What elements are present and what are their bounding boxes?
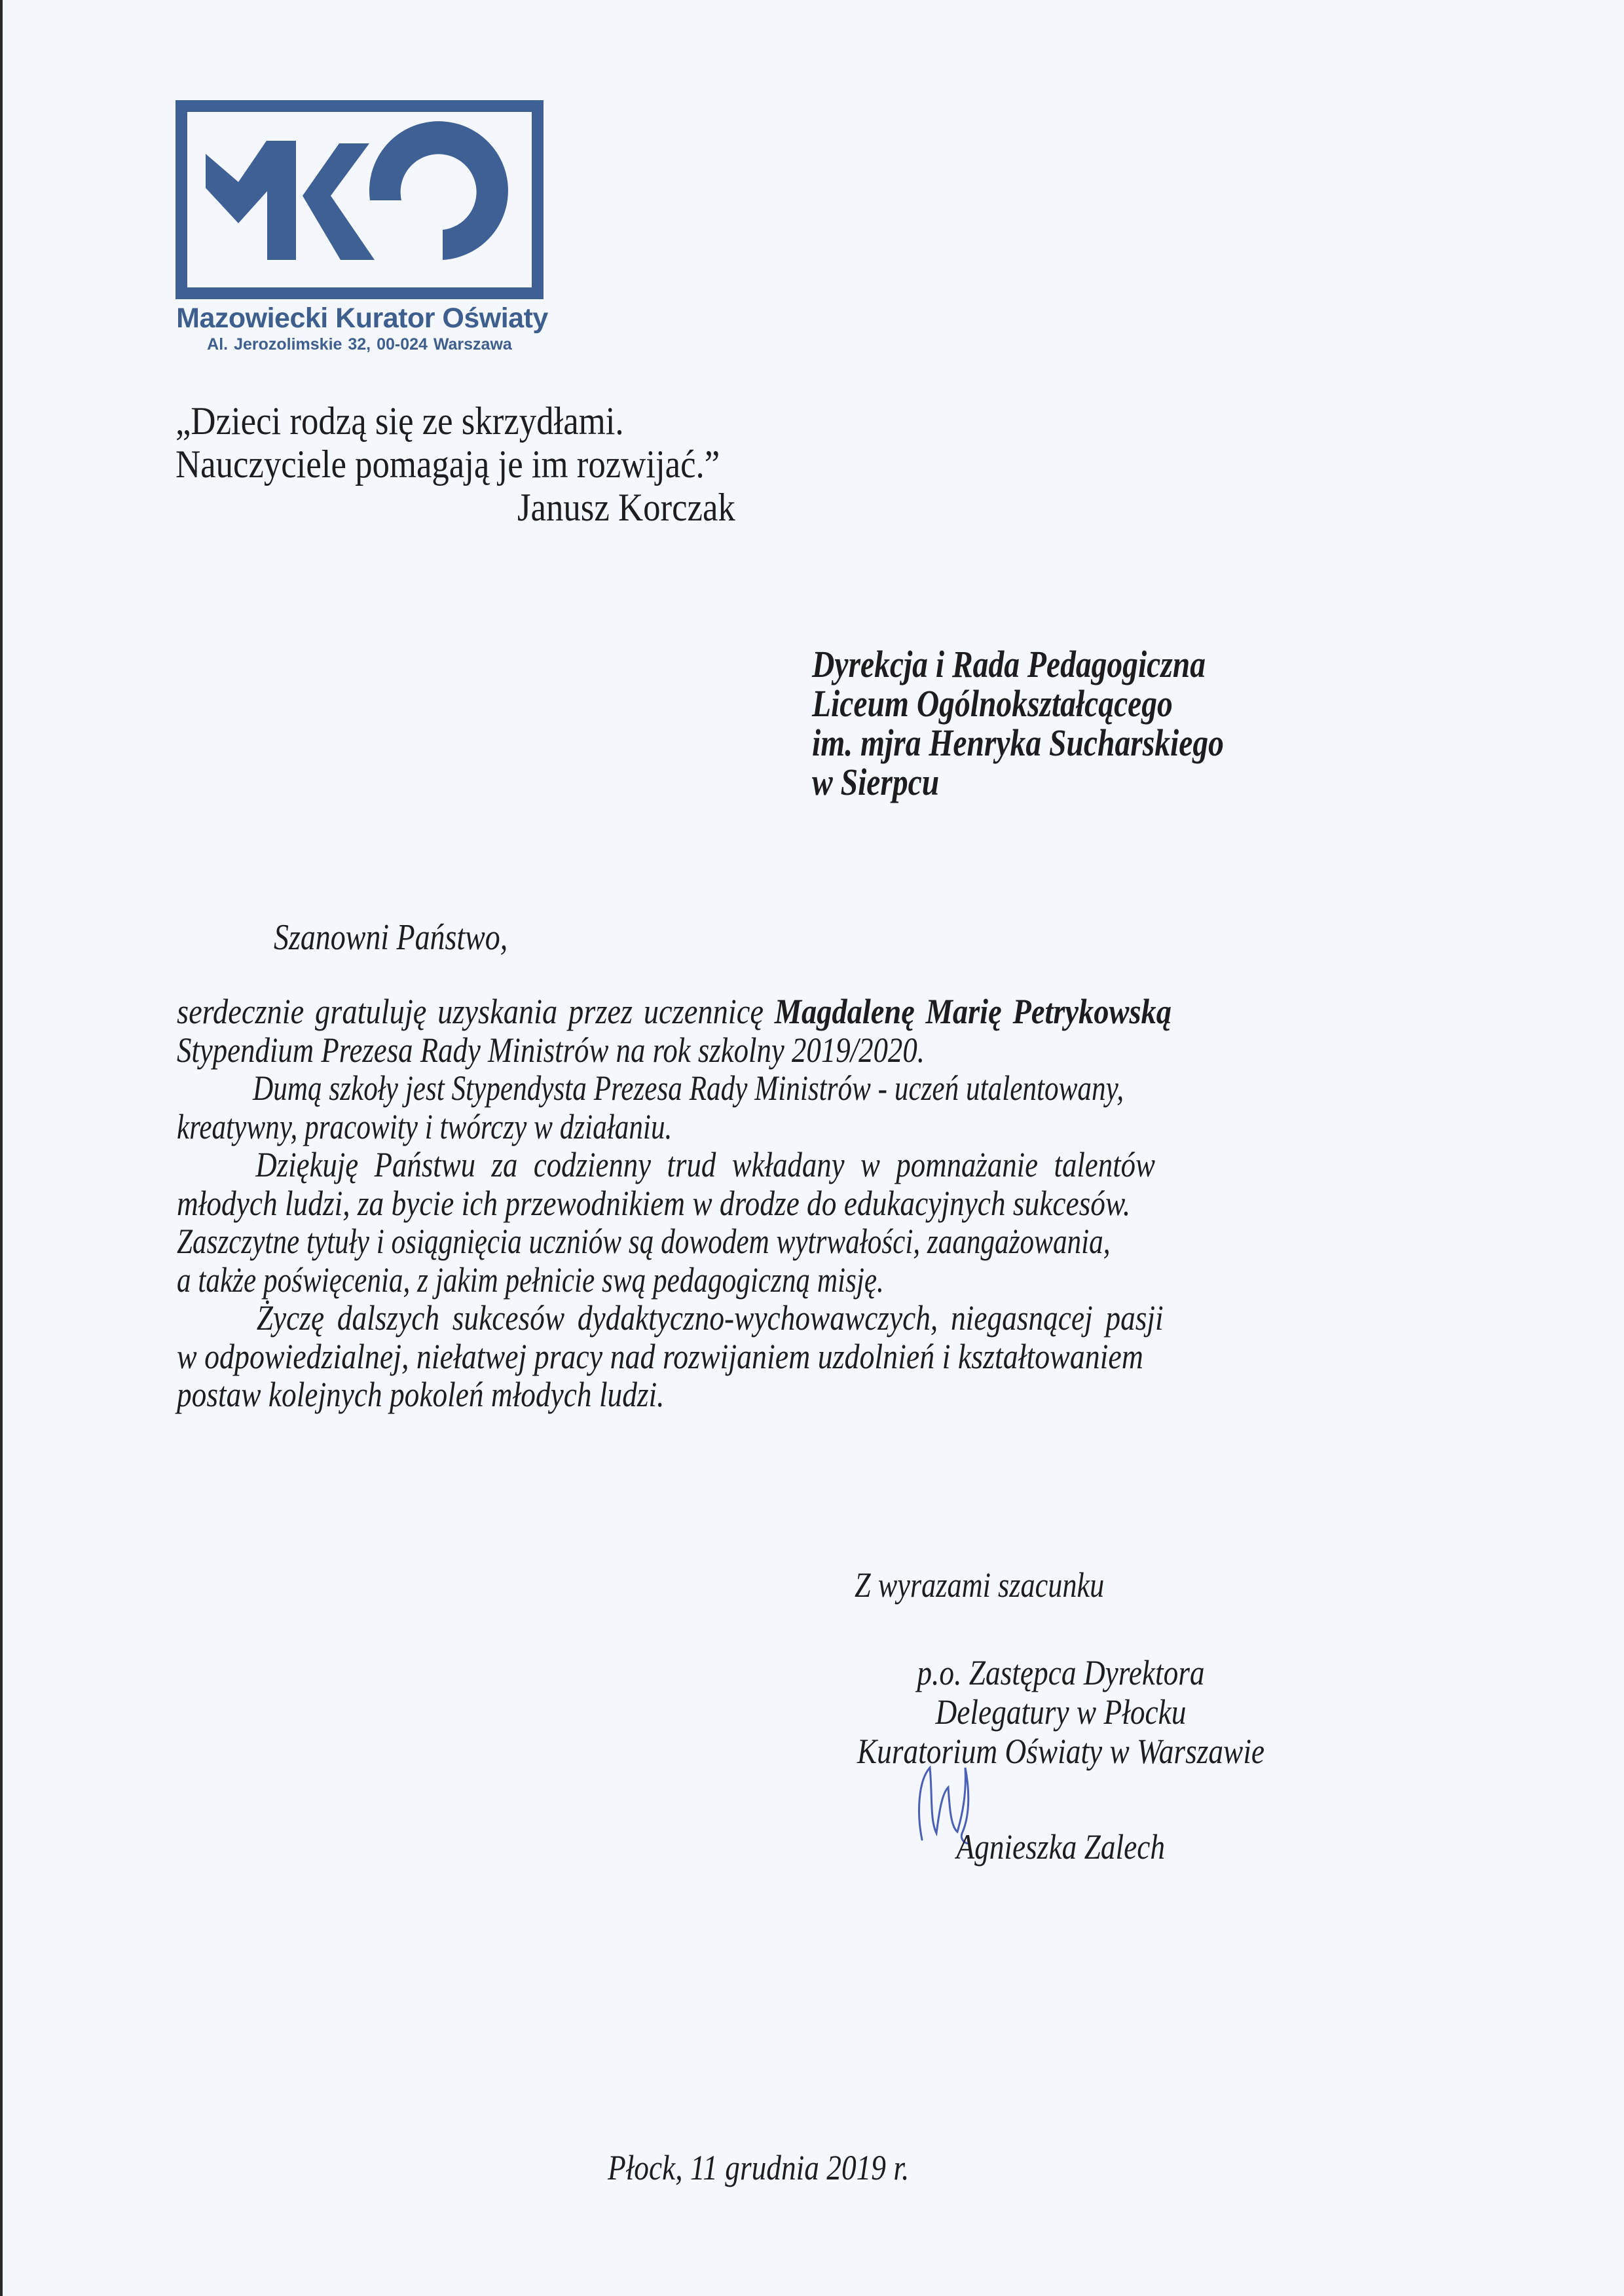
salutation: Szanowni Państwo, [274, 917, 508, 958]
body-line [177, 993, 1255, 1031]
body-line: Stypendium Prezesa Rady Ministrów na rok szkolny 2019/2020. [177, 1030, 925, 1070]
recipient-block [812, 645, 1224, 802]
body-line: postaw kolejnych pokoleń młodych ludzi. [177, 1375, 665, 1414]
signatory-title [773, 1653, 1349, 1771]
signatory-name-text: Agnieszka Zalech [956, 1827, 1166, 1867]
mko-logo-icon [175, 100, 544, 299]
place-and-date: Płock, 11 grudnia 2019 r. [608, 2148, 910, 2187]
body-line: młodych ludzi, za bycie ich przewodnikiem w drodze do edukacyjnych sukcesów. [177, 1183, 1131, 1223]
body-text-fragment: serdecznie gratuluję uzyskania przez uczennicę [177, 992, 775, 1031]
scan-edge [0, 0, 3, 2296]
institution-address: Al. Jerozolimskie 32, 00-024 Warszawa [207, 335, 512, 354]
institution-name: Mazowiecki Kurator Oświaty [176, 302, 548, 334]
closing-phrase: Z wyrazami szacunku [855, 1565, 1105, 1605]
signatory-line: p.o. Zastępca Dyrektora [917, 1653, 1205, 1692]
body-line: Zaszczytne tytuły i osiągnięcia uczniów są dowodem wytrwałości, zaangażowania, [177, 1222, 1111, 1261]
body-line: Życzę dalszych sukcesów dydaktyczno-wychowawczych, niegasnącej pasji [256, 1298, 1164, 1338]
body-line: Dumą szkoły jest Stypendysta Prezesa Rady Ministrów - uczeń utalentowany, [253, 1068, 1124, 1108]
signatory-line: Kuratorium Oświaty w Warszawie [857, 1732, 1265, 1771]
mko-monogram-icon [187, 112, 532, 287]
recipient-line: im. mjra Henryka Sucharskiego [812, 721, 1224, 764]
student-name: Magdalenę Marię Petrykowską [774, 992, 1172, 1031]
quote-line: „Dzieci rodzą się ze skrzydłami. [175, 399, 624, 443]
recipient-line: w Sierpcu [812, 761, 940, 803]
body-line: kreatywny, pracowity i twórczy w działaniu. [177, 1106, 673, 1146]
quote-author: Janusz Korczak [517, 486, 735, 529]
signatory-name [773, 1827, 1349, 1867]
recipient-line: Dyrekcja i Rada Pedagogiczna [812, 643, 1206, 685]
body-line: Dziękuję Państwu za codzienny trud wkładany w pomnażanie talentów [255, 1145, 1155, 1184]
body-line: a także poświęcenia, z jakim pełnicie swą pedagogiczną misję. [177, 1260, 884, 1300]
letter-body [177, 993, 1431, 1414]
body-line: w odpowiedzialnej, niełatwej pracy nad rozwijaniem uzdolnień i kształtowaniem [177, 1336, 1143, 1376]
recipient-line: Liceum Ogólnokształcącego [812, 682, 1173, 725]
quote-line: Nauczyciele pomagają je im rozwijać.” [175, 443, 720, 486]
signatory-line: Delegatury w Płocku [935, 1692, 1187, 1732]
motto-quote [175, 399, 720, 486]
